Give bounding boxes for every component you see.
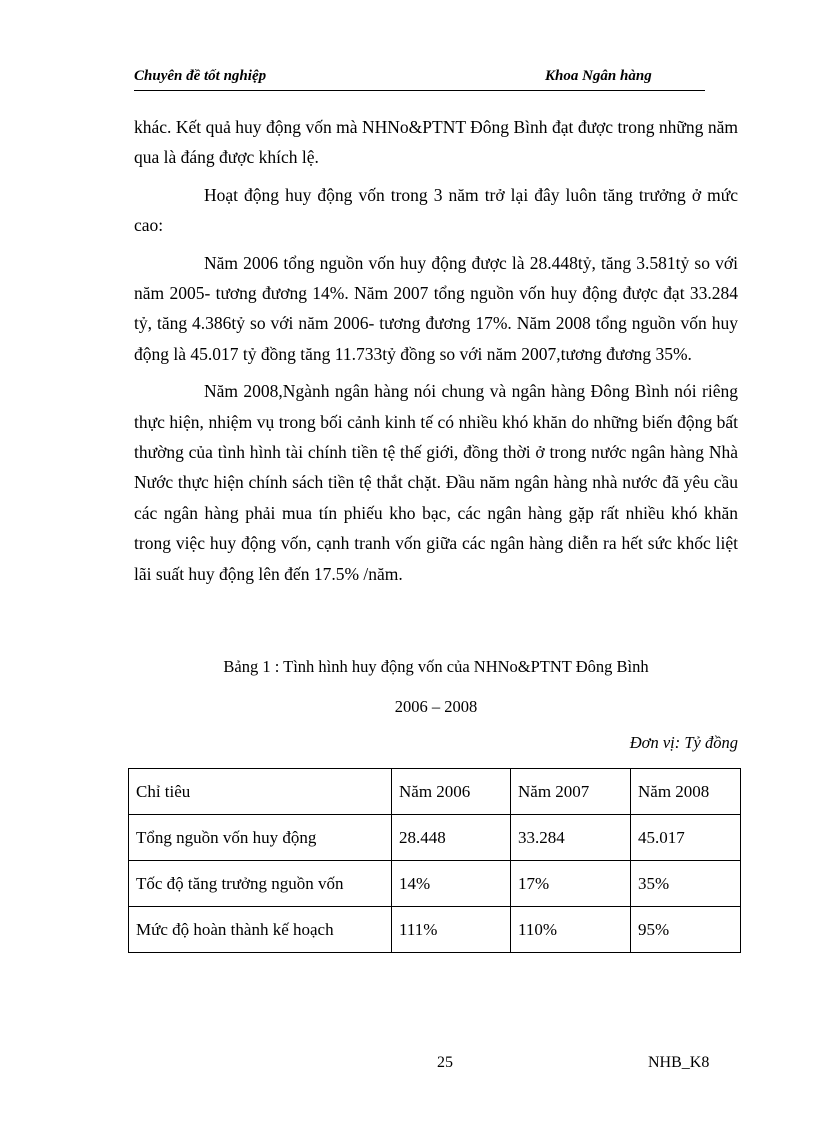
header-cell: Năm 2008 [631,769,741,815]
table-cell: 28.448 [392,815,511,861]
table-cell: Tổng nguồn vốn huy động [129,815,392,861]
body-text [134,112,738,596]
header-title-right: Khoa Ngân hàng [545,68,652,84]
table-row [129,815,741,861]
table-cell: Mức độ hoàn thành kế hoạch [129,907,392,953]
unit-label: Đơn vị: Tỷ đồng [629,733,738,752]
table-row [129,861,741,907]
table-caption-title: Bảng 1 : Tình hình huy động vốn của NHNo&PTNT Đông Bình [223,657,649,676]
paragraph-4: Năm 2008,Ngành ngân hàng nói chung và ngân hàng Đông Bình nói riêng thực hiện, nhiệm vụ trong bối cảnh kinh tế có nhiều khó khăn do những biến động bất thường của tình hình tài chính tiền tệ thế giới, đồng thời ở trong nước ngân hàng Nhà Nước thực hiện chính sách tiền tệ thắt chặt. Đầu năm ngân hàng nhà nước đã yêu cầu các ngân hàng phải mua tín phiếu kho bạc, các ngân hàng gặp rất nhiều khó khăn trong việc huy động vốn, cạnh tranh vốn giữa các ngân hàng diễn ra hết sức khốc liệt lãi suất huy động lên đến 17.5% /năm. [134,381,738,584]
header-title-left: Chuyên đề tốt nghiệp [134,68,267,84]
header-cell: Năm 2007 [511,769,631,815]
table-cell: Tốc độ tăng trưởng nguồn vốn [129,861,392,907]
table-row [129,907,741,953]
paragraph-1: khác. Kết quả huy động vốn mà NHNo&PTNT Đông Bình đạt được trong những năm qua là đáng được khích lệ. [134,117,738,168]
table-cell: 95% [631,907,741,953]
header-cell: Chỉ tiêu [129,769,392,815]
table-cell: 111% [392,907,511,953]
footer-code: NHB_K8 [648,1054,710,1071]
table-cell: 45.017 [631,815,741,861]
page-header [134,66,705,91]
table-cell: 17% [511,861,631,907]
header-cell: Năm 2006 [392,769,511,815]
table-cell: 35% [631,861,741,907]
table-cell: 33.284 [511,815,631,861]
paragraph-2: Hoạt động huy động vốn trong 3 năm trở lại đây luôn tăng trưởng ở mức cao: [134,184,738,236]
paragraph-3: Năm 2006 tổng nguồn vốn huy động được là 28.448tỷ, tăng 3.581tỷ so với năm 2005- tương đương 14%. Năm 2007 tổng nguồn vốn huy động được đạt 33.284 tỷ, tăng 4.386tỷ so với năm 2006- tương đương 17%. Năm 2008 tổng nguồn vốn huy động là 45.017 tỷ đồng tăng 11.733tỷ đồng so với năm 2007,tương đương 35%. [134,252,738,364]
table-caption-years: 2006 – 2008 [394,697,478,716]
table-cell: 110% [511,907,631,953]
table-cell: 14% [392,861,511,907]
table-header-row [129,769,741,815]
data-table [128,768,741,953]
page-number: 25 [437,1054,453,1071]
